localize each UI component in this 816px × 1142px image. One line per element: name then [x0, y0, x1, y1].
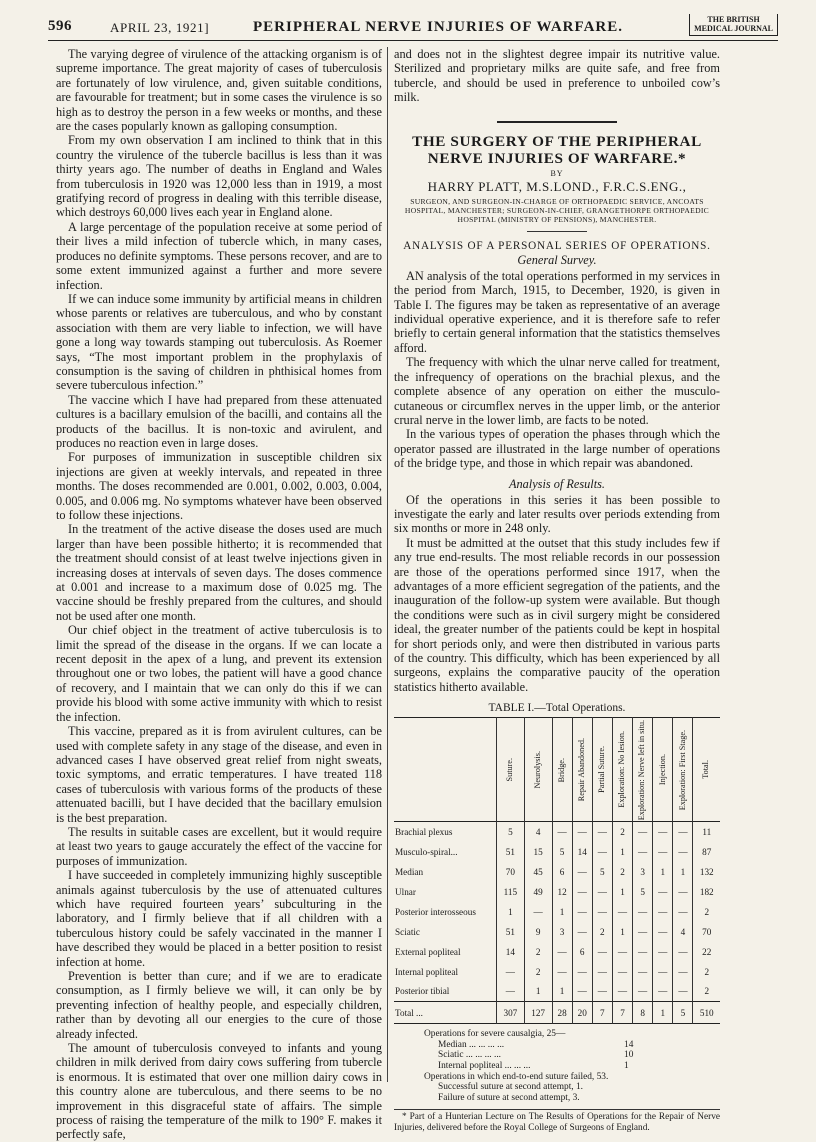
table-cell: 70: [693, 922, 720, 942]
table-cell: 2: [524, 942, 552, 962]
table-cell: —: [612, 982, 632, 1002]
body-paragraph: From my own observation I am inclined to think that in this country the virulence of the tubercle bacillus is less than it was thirty years ago. The number of deaths in England and Wales from tuberculosis in 1920 was 12,000 less than in 1919, a most gratifying record of progress in dealing with this terrible disease, which destroys 60,000 lives each year in England alone.: [56, 133, 382, 220]
table-caption: TABLE I.—Total Operations.: [488, 702, 626, 715]
table-row: [394, 842, 720, 862]
table-cell: —: [572, 922, 592, 942]
table-cell: 9: [524, 922, 552, 942]
column-header: Exploration: No lesion.: [612, 718, 632, 822]
table-cell: —: [673, 822, 693, 842]
table-cell: 51: [497, 922, 525, 942]
table-cell: —: [572, 982, 592, 1002]
column-header: Partial Suture.: [592, 718, 612, 822]
row-label: Posterior tibial: [395, 986, 450, 997]
column-header: Suture.: [497, 718, 525, 822]
body-paragraph: In the treatment of the active disease the doses used are much larger than have been possible hitherto; it is recommended that the treatment should consist of at least twelve injections given in increasing doses at intervals of seven days. The doses commence at 0.001 and increase to a maximum dose of 0.025 mg. The vaccine should be freshly prepared from the cultures, and should not be used after one month.: [56, 522, 382, 623]
table-cell: 1: [612, 842, 632, 862]
table-cell: 307: [497, 1002, 525, 1024]
table-cell: —: [592, 902, 612, 922]
column-divider: [387, 47, 388, 1082]
table-cell: —: [673, 962, 693, 982]
table-cell: 2: [693, 962, 720, 982]
body-paragraph: The varying degree of virulence of the attacking organism is of supreme importance. The great majority of cases of tuberculosis are fortunately of low virulence, and, given suitable conditions, are favourable for treatment; but in some cases the virulence is so high as to destroy the person in a few weeks or months, and these are the cases popularly known as galloping consumption.: [56, 47, 382, 134]
body-paragraph: The results in suitable cases are excellent, but it would require at least two years to gauge accurately the effect of the vaccine for purposes of immunization.: [56, 824, 382, 868]
author-affiliation: SURGEON, AND SURGEON-IN-CHARGE OF ORTHOPAEDIC SERVICE, ANCOATS HOSPITAL, MANCHESTER; SURGEON-IN-CHIEF, GRANGETHORPE ORTHOPAEDIC HOSPITAL (MINISTRY OF PENSIONS), MANCHESTER.: [404, 196, 710, 225]
table-cell: —: [497, 962, 525, 982]
table-cell: —: [673, 882, 693, 902]
table-cell: —: [612, 962, 632, 982]
page-number: 596: [48, 18, 72, 34]
table-row: [394, 822, 720, 842]
table-notes: [424, 1029, 720, 1103]
table-cell: —: [592, 982, 612, 1002]
causalgia-row: Median ... ... ... ... 14: [438, 1039, 634, 1050]
table-cell: 87: [693, 842, 720, 862]
table-cell: —: [633, 822, 653, 842]
footnote: * Part of a Hunterian Lecture on The Results of Operations for the Repair of Nerve Injuries, delivered before the Royal College of Surgeons of England.: [394, 1109, 720, 1133]
body-paragraph: The frequency with which the ulnar nerve called for treatment, the infrequency of operations on the brachial plexus, and the complete absence of any operation on either the musculo-cutaneous or circumflex nerves in the upper limb, or the anterior crural nerve in the lower limb, are facts to be noted.: [394, 355, 720, 427]
table-row: [394, 962, 720, 982]
title-rule: [527, 231, 587, 232]
row-label: Total ...: [395, 1007, 423, 1018]
section-rule: [497, 121, 617, 123]
table-cell: —: [673, 902, 693, 922]
table-cell: —: [524, 902, 552, 922]
table-cell: 2: [612, 862, 632, 882]
table-cell: —: [572, 822, 592, 842]
row-label: Brachial plexus: [395, 826, 453, 837]
table-row: [394, 982, 720, 1002]
row-label: Median: [395, 866, 424, 877]
table-cell: 1: [673, 862, 693, 882]
table-row: [394, 862, 720, 882]
subheading-analysis-results: Analysis of Results.: [509, 476, 605, 491]
table-cell: 22: [693, 942, 720, 962]
table-cell: —: [653, 982, 673, 1002]
table-cell: 14: [572, 842, 592, 862]
continuation-paragraph: and does not in the slightest degree impair its nutritive value. Sterilized and proprietary milks are quite safe, and free from tubercle, and should be used in preference to unboiled cow’s milk.: [394, 47, 720, 105]
table-cell: 1: [612, 882, 632, 902]
table-cell: —: [653, 942, 673, 962]
table-cell: 2: [693, 902, 720, 922]
table-cell: 3: [633, 862, 653, 882]
table-cell: —: [592, 942, 612, 962]
body-paragraph: Prevention is better than cure; and if we are to eradicate consumption, as I firmly believe we will, it can only be by preventing infection of healthy people, and especially children, rather than by devoting all our energies to the cure of those already infected.: [56, 969, 382, 1041]
table-row: [394, 882, 720, 902]
table-cell: 1: [653, 862, 673, 882]
row-label: Internal popliteal: [395, 966, 459, 977]
table-cell: —: [633, 962, 653, 982]
table-cell: 7: [592, 1002, 612, 1024]
causalgia-heading: Operations for severe causalgia, 25—: [424, 1029, 566, 1040]
table-cell: 51: [497, 842, 525, 862]
table-cell: —: [592, 962, 612, 982]
table-cell: 127: [524, 1002, 552, 1024]
table-cell: 49: [524, 882, 552, 902]
table-cell: 2: [592, 922, 612, 942]
table-cell: 115: [497, 882, 525, 902]
column-header: Exploration: Nerve left in situ.: [633, 718, 653, 822]
issue-date: APRIL 23, 1921]: [110, 20, 210, 35]
table-cell: —: [633, 902, 653, 922]
row-label: External popliteal: [395, 946, 461, 957]
table-cell: —: [633, 842, 653, 862]
table-total-row: [394, 1002, 720, 1024]
body-paragraph: The vaccine which I have had prepared from these attenuated cultures is a bacillary emulsion of the bacilli, and contains all the products of the bacillus. It is non-toxic and avirulent, and produces no reaction even in large doses.: [56, 392, 382, 450]
table-cell: 5: [497, 822, 525, 842]
table-cell: 5: [633, 882, 653, 902]
table-cell: 2: [612, 822, 632, 842]
table-cell: —: [552, 942, 572, 962]
table-cell: —: [653, 882, 673, 902]
table-cell: 70: [497, 862, 525, 882]
column-header: Repair Abandoned.: [572, 718, 592, 822]
table-cell: 182: [693, 882, 720, 902]
table-cell: 20: [572, 1002, 592, 1024]
table-cell: 2: [693, 982, 720, 1002]
table-cell: —: [552, 962, 572, 982]
column-header: Exploration: First Stage.: [673, 718, 693, 822]
table-cell: 28: [552, 1002, 572, 1024]
table-cell: —: [653, 822, 673, 842]
body-paragraph: If we can induce some immunity by artificial means in children whose parents or relatives are tuberculous, and who by constant association with them are very liable to infection, we will have gone a long way towards stamping out tuberculosis. As Roemer says, “The most important problem in the prophylaxis of consumption is the saving of children in phthisical homes from severe tuberculous infection.”: [56, 291, 382, 393]
body-paragraph: I have succeeded in completely immunizing highly susceptible animals against tuberculosis by the use of attenuated cultures which have required fourteen years’ subculturing in the laboratory, and I firmly believe that if all children with a tuberculous history could be safely vaccinated in the manner I have described they would be placed in a better position to resist infection at home.: [56, 868, 382, 969]
table-cell: —: [653, 962, 673, 982]
table-cell: 1: [524, 982, 552, 1002]
table-cell: 1: [653, 1002, 673, 1024]
table-cell: 11: [693, 822, 720, 842]
article-title: THE SURGERY OF THE PERIPHERAL NERVE INJURIES OF WARFARE.*: [412, 132, 702, 167]
table-cell: —: [653, 902, 673, 922]
table-cell: 132: [693, 862, 720, 882]
failed-suture-line: Failure of suture at second attempt, 3.: [438, 1092, 580, 1103]
causalgia-row: Internal popliteal ... ... ... 1: [438, 1061, 629, 1071]
row-label: Sciatic: [395, 926, 421, 937]
table-cell: —: [572, 882, 592, 902]
causalgia-row: Sciatic ... ... ... ... 10: [438, 1050, 634, 1061]
author-name: HARRY PLATT, M.S.LOND., F.R.C.S.ENG.,: [427, 178, 687, 194]
table-row: [394, 942, 720, 962]
table-cell: 1: [552, 982, 572, 1002]
table-cell: —: [592, 822, 612, 842]
table-cell: 1: [497, 902, 525, 922]
table-cell: —: [592, 882, 612, 902]
column-header: Neurolysis.: [524, 718, 552, 822]
table-cell: 2: [524, 962, 552, 982]
column-header: Bridge.: [552, 718, 572, 822]
running-title: PERIPHERAL NERVE INJURIES OF WARFARE.: [253, 19, 623, 35]
table-cell: 45: [524, 862, 552, 882]
table-cell: —: [633, 942, 653, 962]
table-cell: —: [673, 842, 693, 862]
row-label: Musculo-spiral...: [395, 846, 458, 857]
column-header: Injection.: [653, 718, 673, 822]
table-cell: 8: [633, 1002, 653, 1024]
table-cell: —: [673, 982, 693, 1002]
body-paragraph: For purposes of immunization in susceptible children six injections are given at weekly intervals, and repeated in three months. The doses recommended are 0.001, 0.002, 0.003, 0.004, 0.005, and 0.006 mg. No symptoms whatever have been observed to follow these injections.: [56, 450, 382, 522]
table-row: [394, 922, 720, 942]
table-cell: 7: [612, 1002, 632, 1024]
body-paragraph: AN analysis of the total operations performed in my services in the period from March, 1915, to December, 1920, is given in Table I. The figures may be taken as representative of an average individual operative experience, and it is therefore safe to refer briefly to certain general information that the statistics themselves afford.: [394, 268, 720, 355]
subheading-general-survey: General Survey.: [517, 252, 597, 267]
table-cell: —: [572, 962, 592, 982]
table-cell: —: [612, 942, 632, 962]
table-header-row: [394, 718, 720, 822]
table-cell: —: [552, 822, 572, 842]
table-cell: 15: [524, 842, 552, 862]
table-cell: 5: [552, 842, 572, 862]
body-paragraph: Of the operations in this series it has been possible to investigate the early and later results over periods extending from six months or more in 248 only.: [394, 492, 720, 536]
table-cell: —: [653, 842, 673, 862]
body-paragraph: A large percentage of the population receive at some period of their lives a mild infection of tubercle which, in many cases, produces no definite symptoms. These persons recover, and are to some extent immunized against a further and more severe infection.: [56, 219, 382, 292]
body-paragraph: It must be admitted at the outset that this study includes few if any true end-results. The most reliable records in our possession are those of the operations performed since 1917, when the advantages of a more efficient segregation of the patients, and the inauguration of the follow-up system were available. But though the conditions were such as in civil surgery might be considered ideal, the greater number of the patients could be kept in hospital for short periods only, and were then distributed in various parts of the country. This difficulty, which has been experienced by all surgeons, explains the comparative paucity of the operation statistics hitherto available.: [394, 535, 720, 694]
section-heading: ANALYSIS OF A PERSONAL SERIES OF OPERATIONS.: [403, 239, 711, 252]
operations-table: [394, 717, 720, 1024]
body-paragraph: The amount of tuberculosis conveyed to infants and young children in milk derived from dairy cows suffering from tubercle is enormous. It is estimated that over one million dairy cows in this country alone are tuberculous, and there seems to be no improvement in this disgraceful state of affairs. The simple process of raising the temperature of the milk to 190° F. makes it perfectly safe,: [56, 1041, 382, 1142]
table-cell: 5: [592, 862, 612, 882]
table-cell: 14: [497, 942, 525, 962]
body-paragraph: This vaccine, prepared as it is from avirulent cultures, can be used with complete safety in any stage of the disease, and even in advanced cases I have observed great relief from night sweats, toxic symptoms, and erratic temperatures. I have treated 118 cases of tuberculosis with various forms of the products of these attenuated bacilli, but I have decided that the bacillary emulsion is the best preparation.: [56, 724, 382, 825]
table-cell: 1: [552, 902, 572, 922]
row-label: Ulnar: [395, 886, 416, 897]
row-label: Posterior interosseous: [395, 906, 476, 917]
table-header-blank: [394, 718, 497, 822]
table-cell: —: [572, 862, 592, 882]
running-header: [48, 16, 778, 41]
table-row: [394, 902, 720, 922]
table-cell: 510: [693, 1002, 720, 1024]
body-paragraph: Our chief object in the treatment of active tuberculosis is to limit the spread of the disease in the organs. If we can locate a recent deposit in the apex of a lung, and prevent its extension throughout one or two lobes, the patient will have a good chance of recovery, and I maintain that we can only do this if we can provide his blood with some active immunity with which to resist the infection.: [56, 623, 382, 724]
byline-by: BY: [550, 168, 564, 178]
table-cell: 3: [552, 922, 572, 942]
table-cell: —: [633, 922, 653, 942]
table-cell: —: [633, 982, 653, 1002]
table-cell: —: [572, 902, 592, 922]
failed-suture-line: Successful suture at second attempt, 1.: [438, 1082, 584, 1093]
journal-badge-line2: MEDICAL JOURNAL: [694, 24, 773, 33]
table-cell: 6: [552, 862, 572, 882]
journal-badge: [689, 14, 778, 36]
column-header: Total.: [693, 718, 720, 822]
table-cell: 4: [673, 922, 693, 942]
table-cell: —: [592, 842, 612, 862]
failed-suture-heading: Operations in which end-to-end suture failed, 53.: [424, 1071, 609, 1082]
table-cell: 5: [673, 1002, 693, 1024]
table-cell: —: [497, 982, 525, 1002]
left-column: [56, 47, 382, 1142]
right-column: [394, 47, 720, 1134]
table-cell: 6: [572, 942, 592, 962]
table-cell: —: [673, 942, 693, 962]
table-cell: —: [653, 922, 673, 942]
table-cell: 1: [612, 922, 632, 942]
table-cell: 12: [552, 882, 572, 902]
table-cell: 4: [524, 822, 552, 842]
table-cell: —: [612, 902, 632, 922]
journal-badge-line1: THE BRITISH: [707, 15, 760, 24]
body-paragraph: In the various types of operation the phases through which the operator passed are illustrated in the large number of operations of the bridge type, and those in which repair was abandoned.: [394, 427, 720, 471]
